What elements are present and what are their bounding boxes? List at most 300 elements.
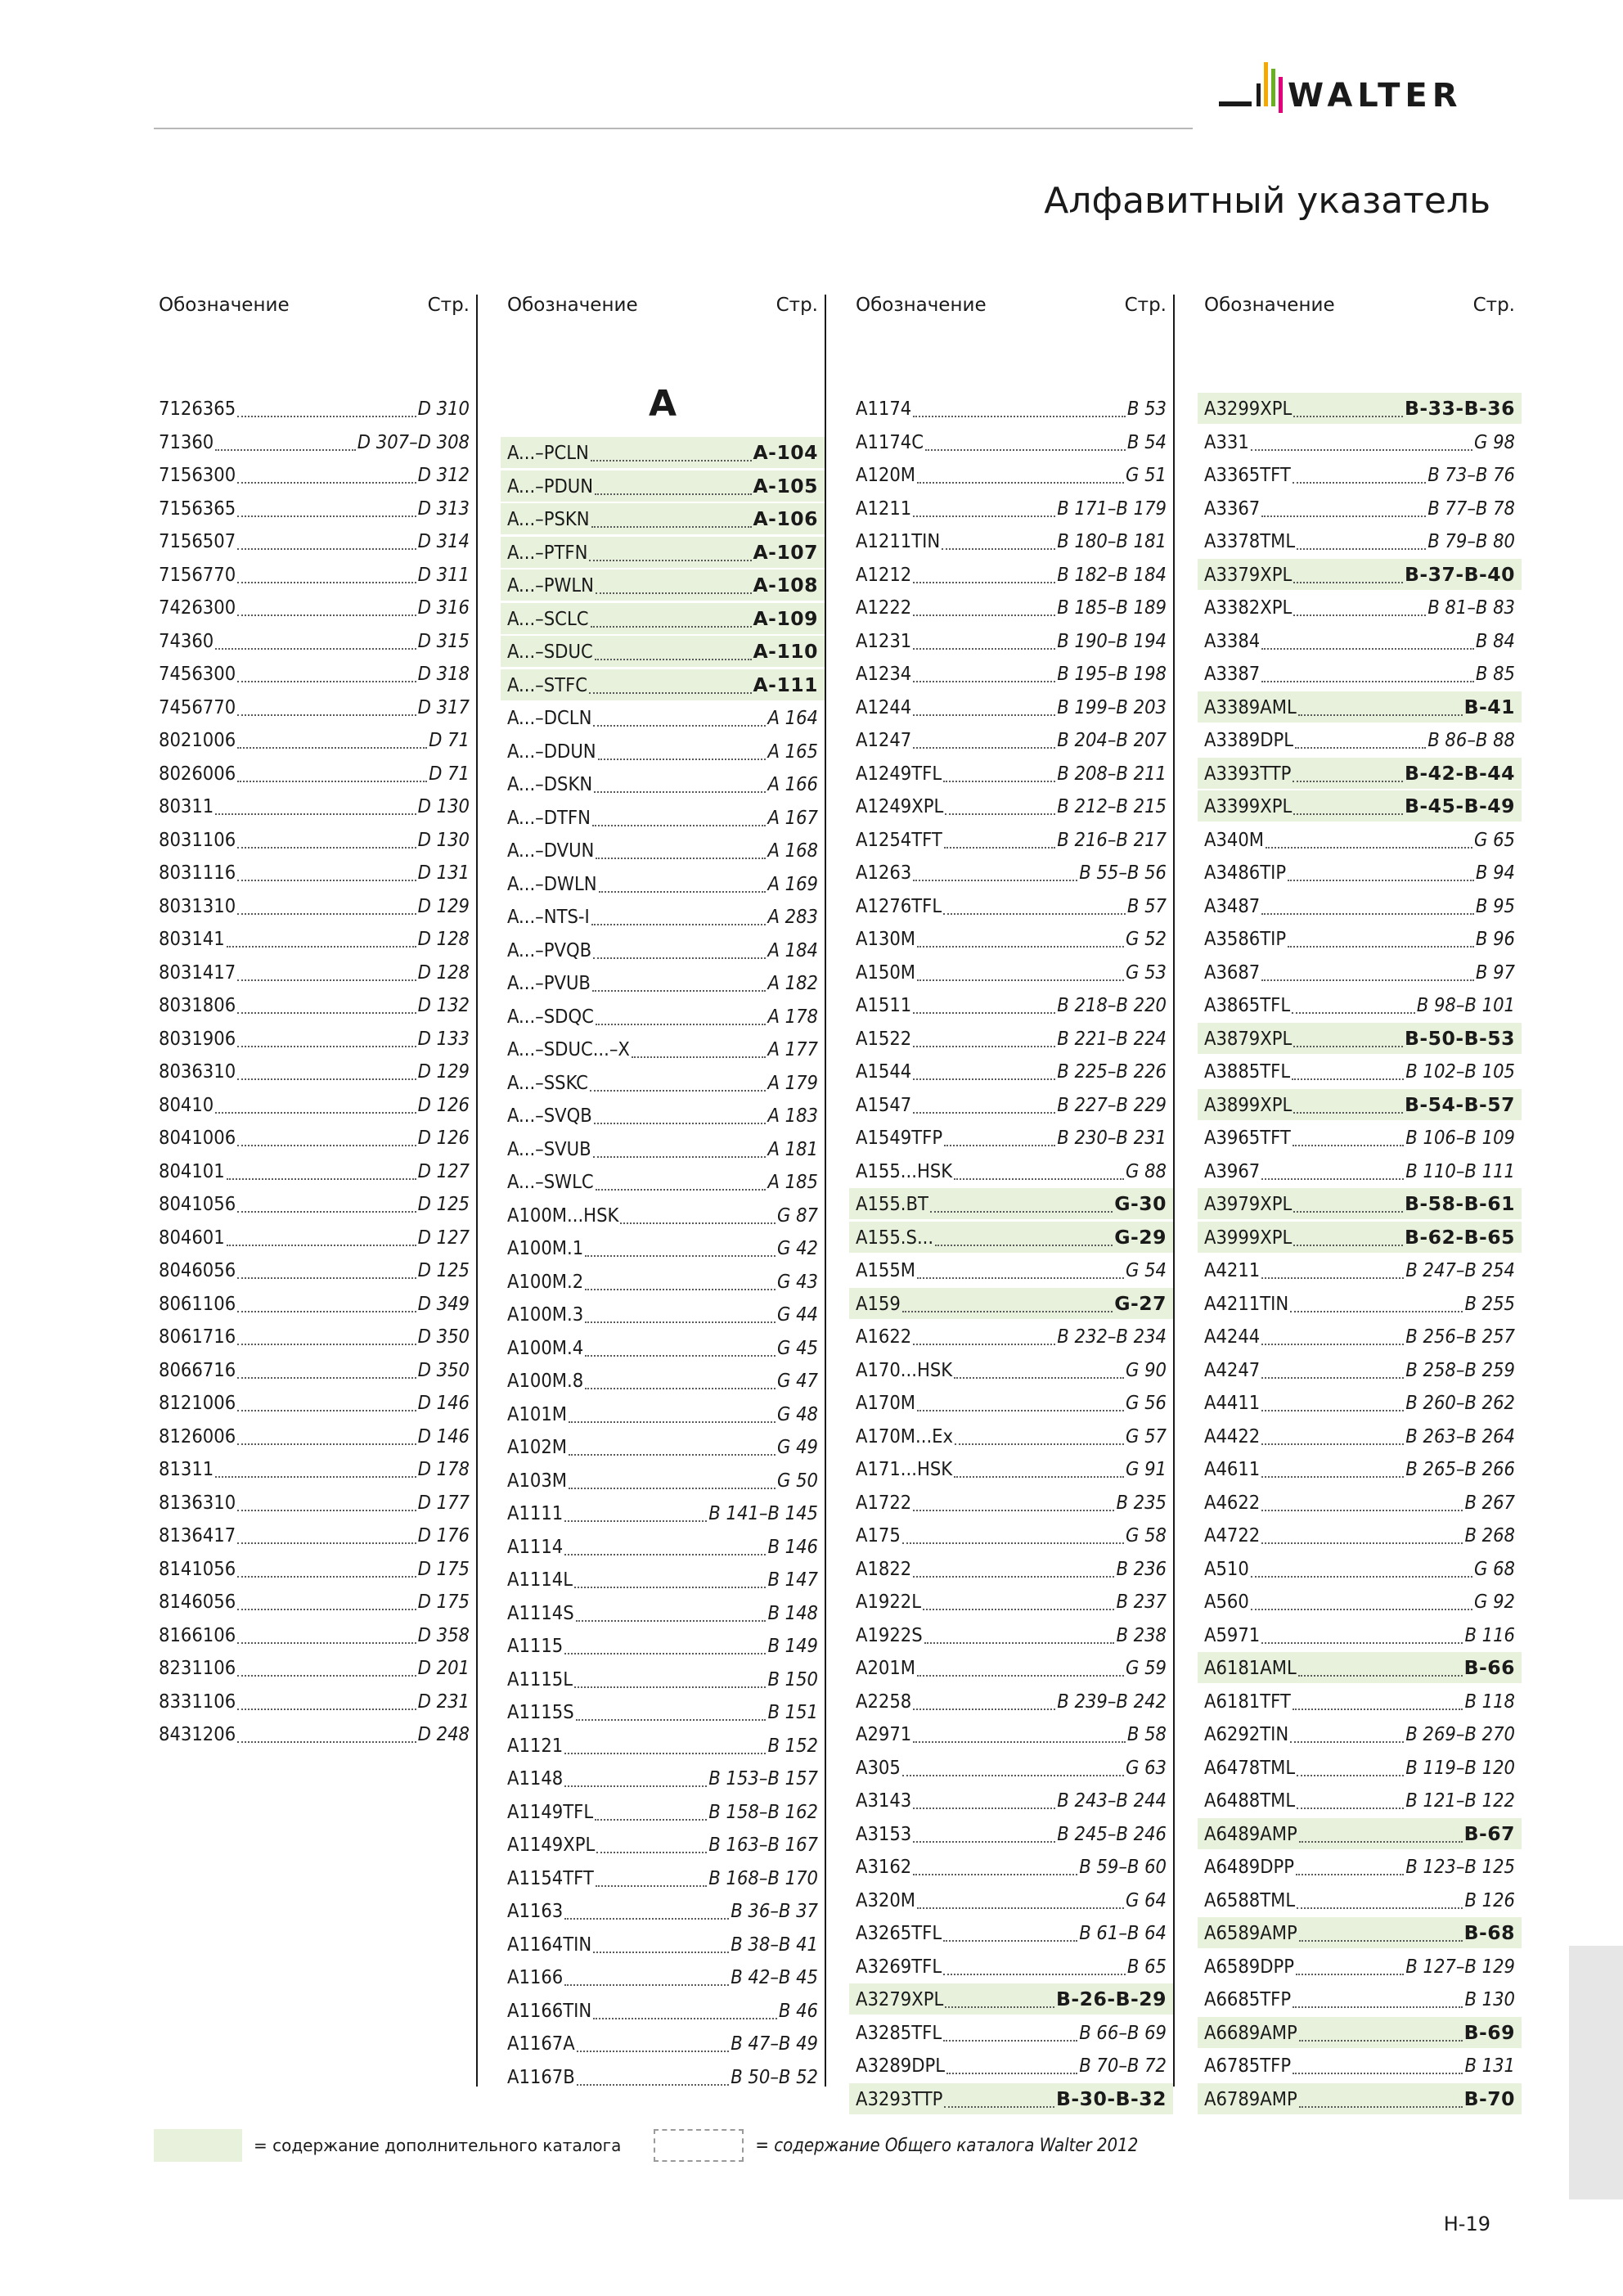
dot-leader	[593, 2018, 777, 2019]
dot-leader	[237, 1642, 416, 1644]
dot-leader	[1261, 1476, 1404, 1478]
entry-designation: A3382XPL	[1204, 596, 1293, 619]
entry-designation: 8031116	[159, 861, 236, 884]
index-entry	[501, 1033, 825, 1065]
index-entry	[501, 2061, 825, 2092]
entry-page-ref: B 195–B 198	[1057, 662, 1167, 685]
entry-designation: A3393TTP	[1204, 761, 1292, 785]
dot-leader	[917, 1277, 1124, 1279]
dot-leader	[954, 1377, 1124, 1379]
dot-leader	[1295, 747, 1426, 749]
entry-page-ref: D 316	[417, 596, 470, 619]
entry-page-ref: G 88	[1126, 1159, 1167, 1182]
dot-leader	[1292, 1078, 1404, 1080]
entry-designation: A2971	[856, 1722, 912, 1745]
dot-leader	[237, 880, 416, 881]
entry-designation: A1549TFP	[856, 1126, 943, 1149]
index-entry	[1198, 790, 1522, 822]
entry-page-ref: G 53	[1126, 960, 1167, 984]
entry-designation: A1164TIN	[507, 1932, 592, 1956]
entry-page-ref: B 258–B 259	[1405, 1357, 1515, 1381]
dot-leader	[589, 692, 751, 694]
index-entry	[849, 1222, 1173, 1253]
index-entry	[152, 1652, 476, 1683]
index-entry	[501, 1266, 825, 1297]
entry-designation: A...–SDQC	[507, 1004, 594, 1028]
index-entry	[152, 559, 476, 590]
dot-leader	[237, 1277, 416, 1279]
entry-designation: A...–SVQB	[507, 1104, 592, 1127]
dot-leader	[924, 1642, 1115, 1644]
dot-leader	[237, 1576, 416, 1578]
entry-designation: A3143	[856, 1789, 912, 1812]
entry-page-ref: B 151	[767, 1700, 818, 1723]
entry-page-ref: B 237	[1116, 1590, 1167, 1613]
entry-page-ref: B 204–B 207	[1057, 728, 1167, 751]
entry-page-ref: D 178	[417, 1457, 470, 1480]
entry-designation: 74360	[159, 628, 214, 652]
entry-page-ref: B 53	[1126, 397, 1167, 420]
index-entry	[1198, 1951, 1522, 1982]
index-entry	[1198, 559, 1522, 590]
entry-designation: 81311	[159, 1457, 214, 1480]
index-entry	[152, 1354, 476, 1385]
index-entry	[501, 736, 825, 767]
dot-leader	[591, 526, 752, 528]
index-entry	[1198, 1818, 1522, 1849]
entry-designation: 7156507	[159, 529, 236, 552]
index-entry	[152, 1686, 476, 1717]
entry-designation: A331	[1204, 430, 1249, 453]
index-entry	[501, 569, 825, 601]
entry-designation: A1722	[856, 1490, 912, 1514]
entry-designation: A1212	[856, 562, 912, 586]
entry-designation: 7156365	[159, 496, 236, 520]
dot-leader	[1261, 1344, 1404, 1345]
index-entry	[501, 934, 825, 966]
index-entry	[1198, 1917, 1522, 1948]
index-entry	[849, 1155, 1173, 1186]
entry-designation: 7456770	[159, 695, 236, 718]
dot-leader	[1299, 1940, 1463, 1942]
dot-leader	[237, 979, 416, 981]
entry-page-ref: B 97	[1475, 960, 1515, 984]
dot-leader	[589, 560, 751, 561]
entry-designation: 8136417	[159, 1524, 236, 1546]
dot-leader	[913, 615, 1055, 616]
entry-designation: A1111	[507, 1501, 564, 1524]
dot-leader	[954, 1178, 1124, 1180]
entry-page-ref: D 175	[417, 1590, 470, 1613]
entry-page-ref: G 45	[777, 1335, 818, 1359]
entry-designation: A3162	[856, 1855, 912, 1878]
entry-page-ref: B 50–B 52	[731, 2064, 818, 2088]
entry-designation: 8031806	[159, 993, 236, 1016]
index-entry	[501, 1895, 825, 1926]
dot-leader	[913, 1344, 1055, 1345]
entry-page-ref: B 86–B 88	[1427, 728, 1515, 751]
entry-page-ref: B-42-B-44	[1405, 761, 1515, 785]
dot-leader	[913, 1841, 1055, 1843]
dot-leader	[592, 990, 767, 992]
entry-page-ref: A-109	[753, 606, 818, 630]
entry-page-ref: G 63	[1126, 1755, 1167, 1779]
dot-leader	[585, 1321, 776, 1323]
index-entry	[152, 393, 476, 424]
dot-leader	[237, 482, 416, 484]
index-entry	[152, 1619, 476, 1650]
entry-designation: A3687	[1204, 960, 1261, 984]
index-column	[1204, 295, 1515, 2110]
entry-page-ref: G 48	[777, 1402, 818, 1425]
index-entry	[1198, 1288, 1522, 1319]
entry-page-ref: B 66–B 69	[1079, 2020, 1167, 2044]
entry-designation: A1174C	[856, 430, 924, 453]
entry-page-ref: B 131	[1464, 2054, 1515, 2077]
index-entry	[849, 1089, 1173, 1120]
index-entry	[1198, 857, 1522, 888]
index-entry	[849, 989, 1173, 1020]
index-entry	[849, 857, 1173, 888]
entry-page-ref: D 307–D 308	[357, 430, 470, 453]
entry-designation: 8036310	[159, 1060, 236, 1083]
index-entry	[1198, 393, 1522, 424]
index-entry	[849, 1188, 1173, 1219]
entry-page-ref: D 350	[417, 1357, 470, 1381]
dot-leader	[585, 1355, 776, 1357]
index-entry	[501, 1961, 825, 1992]
entry-designation: 8331106	[159, 1689, 236, 1713]
dot-leader	[1293, 615, 1426, 616]
index-entry	[1198, 758, 1522, 789]
entry-page-ref: B 146	[767, 1534, 818, 1558]
entry-designation: A6181TFT	[1204, 1689, 1291, 1713]
entry-designation: A3586TIP	[1204, 927, 1287, 950]
index-entry	[152, 1056, 476, 1087]
dot-leader	[596, 858, 766, 859]
entry-designation: A1822	[856, 1556, 912, 1580]
entry-page-ref: B 245–B 246	[1057, 1821, 1167, 1845]
entry-page-ref: D 126	[417, 1126, 470, 1149]
entry-page-ref: D 310	[417, 397, 470, 420]
index-entry	[849, 493, 1173, 524]
index-entry	[1198, 525, 1522, 556]
index-entry	[1198, 1884, 1522, 1916]
dot-leader	[1293, 781, 1403, 782]
index-entry	[501, 1133, 825, 1164]
entry-page-ref: B 110–B 111	[1405, 1159, 1515, 1182]
index-entry	[849, 758, 1173, 789]
entry-page-ref: B 255	[1464, 1291, 1515, 1315]
dot-leader	[955, 1443, 1124, 1445]
dot-leader	[1261, 1178, 1404, 1180]
entry-designation: 7156770	[159, 562, 236, 586]
dot-leader	[913, 880, 1077, 881]
index-entry	[1198, 1354, 1522, 1385]
dot-leader	[943, 1940, 1077, 1942]
entry-designation: A3979XPL	[1204, 1192, 1293, 1215]
entry-page-ref: B-33-B-36	[1405, 397, 1515, 420]
dot-leader	[935, 1245, 1113, 1246]
dot-leader	[215, 813, 416, 815]
entry-page-ref: G 91	[1126, 1457, 1167, 1480]
entry-designation: A1114S	[507, 1600, 574, 1624]
entry-page-ref: B 106–B 109	[1405, 1126, 1515, 1149]
index-entry	[152, 1222, 476, 1253]
entry-page-ref: B 235	[1116, 1490, 1167, 1514]
dot-leader	[237, 1078, 416, 1080]
entry-designation: A6589DPP	[1204, 1954, 1295, 1978]
dot-leader	[1297, 1808, 1404, 1809]
entry-designation: A1276TFL	[856, 894, 942, 917]
dot-leader	[1299, 2106, 1463, 2108]
entry-designation: A3879XPL	[1204, 1026, 1293, 1050]
index-entry	[501, 1663, 825, 1695]
entry-page-ref: D 128	[417, 927, 470, 950]
entry-designation: 8021006	[159, 728, 236, 751]
entry-designation: A1622	[856, 1325, 912, 1348]
dot-leader	[913, 1808, 1055, 1809]
index-entry	[849, 2017, 1173, 2048]
entry-designation: A1263	[856, 861, 912, 884]
entry-page-ref: B 225–B 226	[1057, 1060, 1167, 1083]
entry-designation: 8031906	[159, 1026, 236, 1050]
index-entry	[501, 1465, 825, 1496]
entry-page-ref: B 208–B 211	[1057, 761, 1167, 785]
entry-page-ref: B 96	[1475, 927, 1515, 950]
dot-leader	[1297, 548, 1426, 550]
entry-designation: A...–DCLN	[507, 706, 592, 729]
index-entry	[849, 1453, 1173, 1484]
entry-designation: A1148	[507, 1767, 564, 1790]
dot-leader	[237, 681, 416, 682]
index-entry	[1198, 1089, 1522, 1120]
entry-page-ref: D 313	[417, 496, 470, 520]
index-entry	[152, 1254, 476, 1285]
entry-designation: A102M	[507, 1435, 568, 1458]
dot-leader	[591, 460, 752, 461]
index-entry	[152, 1321, 476, 1352]
index-entry	[501, 1597, 825, 1628]
entry-page-ref: D 129	[417, 1060, 470, 1083]
index-entry	[1198, 691, 1522, 723]
entry-page-ref: D 177	[417, 1490, 470, 1514]
entry-page-ref: B-68	[1463, 1921, 1515, 1944]
dot-leader	[1261, 515, 1426, 517]
entry-designation: 7456300	[159, 662, 236, 685]
entry-designation: A3899XPL	[1204, 1092, 1293, 1116]
index-entry	[1198, 1420, 1522, 1452]
entry-designation: A3486TIP	[1204, 861, 1287, 884]
index-entry	[849, 658, 1173, 689]
index-entry	[849, 1951, 1173, 1982]
dot-leader	[902, 1542, 1124, 1544]
entry-designation: 8061716	[159, 1325, 236, 1348]
dot-leader	[594, 791, 766, 793]
dot-leader	[1299, 1841, 1463, 1843]
entry-page-ref: G 44	[777, 1303, 818, 1326]
index-entry	[501, 1829, 825, 1860]
entry-designation: A...–PTFN	[507, 540, 588, 564]
index-entry	[1198, 2017, 1522, 2048]
index-entry	[849, 890, 1173, 921]
column-divider	[825, 295, 826, 2087]
entry-designation: A4411	[1204, 1391, 1261, 1414]
dot-leader	[946, 2073, 1077, 2074]
index-entry	[501, 669, 825, 700]
entry-designation: 8136310	[159, 1490, 236, 1514]
entry-designation: A560	[1204, 1590, 1249, 1613]
entry-designation: A101M	[507, 1402, 568, 1425]
entry-designation: A5971	[1204, 1623, 1261, 1646]
entry-designation: A...–DVUN	[507, 839, 595, 862]
entry-page-ref: B 141–B 145	[708, 1501, 818, 1524]
dot-leader	[237, 1046, 416, 1047]
entry-page-ref: B 147	[767, 1568, 818, 1591]
dot-leader	[1261, 1642, 1463, 1644]
dot-leader	[237, 416, 416, 417]
index-entry	[1198, 1586, 1522, 1617]
entry-page-ref: G 51	[1126, 463, 1167, 486]
entry-page-ref: D 71	[429, 761, 470, 785]
entry-designation: 8041056	[159, 1192, 236, 1215]
entry-designation: A1211	[856, 496, 912, 520]
index-entry	[152, 1487, 476, 1518]
entry-page-ref: B 236	[1116, 1556, 1167, 1580]
dot-leader	[237, 1708, 416, 1710]
index-entry	[849, 1487, 1173, 1518]
dot-leader	[1266, 847, 1472, 849]
index-entry	[152, 1188, 476, 1219]
entry-designation: A1115	[507, 1634, 564, 1657]
entry-designation: A3967	[1204, 1159, 1261, 1182]
index-entry	[1198, 1122, 1522, 1153]
dot-leader	[913, 714, 1055, 716]
dot-leader	[1293, 1211, 1403, 1213]
entry-page-ref: G 68	[1474, 1556, 1515, 1580]
entry-designation: 8126006	[159, 1424, 236, 1447]
entry-designation: 8121006	[159, 1391, 236, 1414]
index-entry	[849, 1818, 1173, 1849]
dot-leader	[943, 1974, 1126, 1975]
entry-page-ref: A-108	[753, 574, 818, 597]
dot-leader	[596, 1885, 707, 1887]
index-entry	[1198, 1487, 1522, 1518]
section-side-tab	[1569, 1946, 1623, 2199]
dot-leader	[917, 979, 1124, 981]
column-header-page: Стр.	[776, 295, 818, 316]
entry-designation: A...–SWLC	[507, 1170, 594, 1193]
index-entry	[849, 592, 1173, 623]
index-entry	[1198, 1023, 1522, 1054]
dot-leader	[913, 1510, 1114, 1511]
entry-page-ref: G-27	[1114, 1291, 1167, 1315]
dot-leader	[237, 1510, 416, 1511]
index-entry	[849, 426, 1173, 457]
index-entry	[501, 1166, 825, 1197]
dot-leader	[1293, 1708, 1463, 1710]
entry-page-ref: A-105	[753, 474, 818, 497]
dot-leader	[593, 725, 766, 727]
index-entry	[849, 393, 1173, 424]
dot-leader	[569, 1421, 776, 1423]
dot-leader	[569, 1488, 776, 1489]
dot-leader	[1293, 2006, 1463, 2008]
entry-page-ref: B 265–B 266	[1405, 1457, 1515, 1480]
entry-page-ref: D 350	[417, 1325, 470, 1348]
dot-leader	[564, 1753, 766, 1754]
index-entry	[1198, 923, 1522, 954]
entry-page-ref: G-30	[1114, 1192, 1167, 1215]
entry-page-ref: B 149	[767, 1634, 818, 1657]
entry-page-ref: G 64	[1126, 1888, 1167, 1911]
entry-page-ref: A 167	[767, 805, 818, 829]
entry-designation: 8061106	[159, 1291, 236, 1315]
index-entry	[501, 503, 825, 534]
entry-designation: A103M	[507, 1468, 568, 1492]
index-entry	[1198, 426, 1522, 457]
entry-designation: A...–DSKN	[507, 772, 593, 795]
dot-leader	[215, 648, 416, 650]
entry-designation: A1511	[856, 993, 912, 1016]
entry-page-ref: B 168–B 170	[708, 1866, 818, 1889]
entry-page-ref: A 164	[767, 706, 818, 729]
entry-page-ref: G 92	[1474, 1590, 1515, 1613]
index-entry	[849, 957, 1173, 988]
entry-designation: A...–PVQB	[507, 938, 592, 961]
index-entry	[1198, 2050, 1522, 2081]
entry-page-ref: B 102–B 105	[1405, 1060, 1515, 1083]
index-entry	[501, 1796, 825, 1827]
dot-leader	[598, 759, 767, 760]
column-header-designation: Обозначение	[507, 295, 638, 316]
entry-designation: A4422	[1204, 1424, 1261, 1447]
entry-page-ref: B 84	[1475, 628, 1515, 652]
entry-designation: A3865TFL	[1204, 993, 1291, 1016]
index-entry	[849, 1023, 1173, 1054]
entry-page-ref: A 179	[767, 1070, 818, 1094]
entry-designation: A155.BT	[856, 1192, 928, 1215]
entry-designation: A6685TFP	[1204, 1988, 1292, 2010]
entry-page-ref: B 79–B 80	[1427, 529, 1515, 552]
index-entry	[152, 790, 476, 822]
dot-leader	[1296, 1974, 1404, 1975]
entry-designation: A6489AMP	[1204, 1821, 1297, 1845]
dot-leader	[237, 1609, 416, 1610]
dot-leader	[564, 1918, 729, 1920]
entry-page-ref: A 166	[767, 772, 818, 795]
entry-page-ref: G 87	[777, 1203, 818, 1227]
entry-page-ref: B 47–B 49	[731, 2032, 818, 2055]
index-entry	[849, 1288, 1173, 1319]
index-entry	[152, 758, 476, 789]
index-entry	[849, 1917, 1173, 1948]
index-entry	[152, 658, 476, 689]
entry-designation: A3265TFL	[856, 1921, 942, 1944]
dot-leader	[1296, 1874, 1404, 1875]
index-entry	[849, 2083, 1173, 2114]
dot-leader	[237, 847, 416, 849]
entry-designation: A3387	[1204, 662, 1261, 685]
entry-designation: 80311	[159, 795, 214, 817]
entry-designation: A175	[856, 1524, 901, 1546]
entry-page-ref: B 185–B 189	[1057, 596, 1167, 619]
index-entry	[501, 1100, 825, 1131]
entry-designation: A100M.1	[507, 1236, 584, 1259]
entry-designation: 8026006	[159, 761, 236, 785]
entry-page-ref: B 182–B 184	[1057, 562, 1167, 586]
entry-designation: A171...HSK	[856, 1457, 953, 1480]
